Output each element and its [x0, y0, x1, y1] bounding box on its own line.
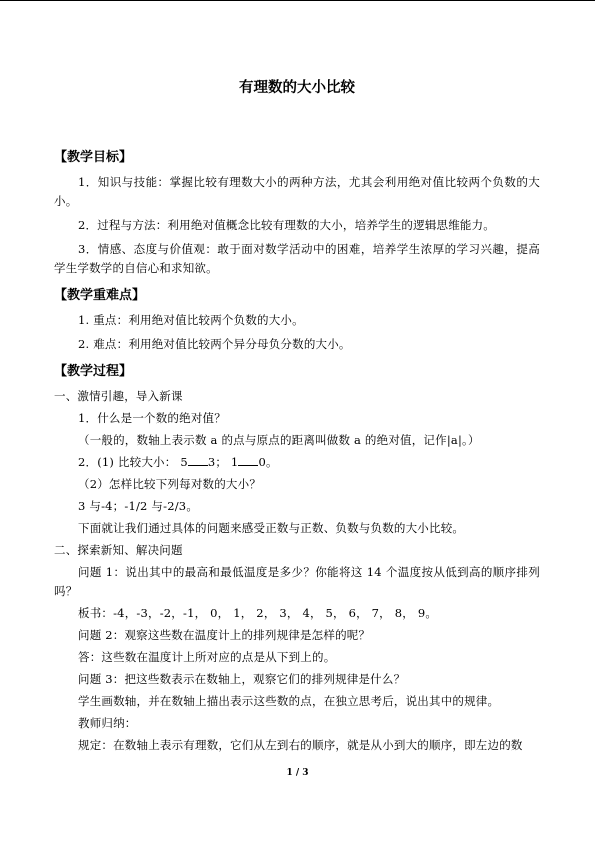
goal-item: 1．知识与技能：掌握比较有理数大小的两种方法，尤其会利用绝对值比较两个负数的大小。	[54, 175, 540, 208]
problem-3: 问题 3：把这些数表示在数轴上，观察它们的排列规律是什么？	[78, 672, 406, 686]
question-1-answer: （一般的，数轴上表示数 a 的点与原点的距离叫做数 a 的绝对值，记作|a|。）	[78, 433, 480, 447]
goal-item: 3．情感、态度与价值观：敢于面对数学活动中的困难，培养学生浓厚的学习兴趣，提高学生学数学的自信心和求知欲。	[54, 242, 540, 275]
goal-item: 2．过程与方法：利用绝对值概念比较有理数的大小，培养学生的逻辑思维能力。	[78, 218, 496, 232]
compare-end: 0。	[258, 455, 278, 469]
problem-1: 问题 1：说出其中的最高和最低温度是多少？你能将这 14 个温度按从低到高的顺序排列吗？	[54, 565, 540, 598]
number-pairs: 3 与-4；-1/2 与-2/3。	[78, 499, 199, 513]
document-page	[54, 75, 540, 755]
transition-text: 下面就让我们通过具体的问题来感受正数与正数、负数与负数的大小比较。	[78, 521, 465, 535]
keypoint-item: 1. 重点：利用绝对值比较两个负数的大小。	[78, 313, 304, 327]
compare-mid: 3； 1	[207, 455, 239, 469]
student-activity: 学生画数轴，并在数轴上描出表示这些数的点，在独立思考后，说出其中的规律。	[78, 694, 500, 708]
process-part1-heading: 一、激情引趣，导入新课	[54, 389, 183, 403]
section-heading-keypoints: 【教学重难点】	[54, 288, 146, 303]
fill-blank	[188, 455, 208, 466]
page-top-rule	[0, 0, 595, 1]
teacher-summary: 教师归纳：	[78, 716, 137, 730]
page-number: 1 / 3	[286, 768, 309, 778]
keypoint-item: 2. 难点：利用绝对值比较两个异分母负分数的大小。	[78, 337, 351, 351]
question-2-compare	[54, 453, 540, 472]
section-heading-goals: 【教学目标】	[54, 150, 133, 165]
fill-blank	[238, 455, 258, 466]
question-2-part2: （2）怎样比较下列每对数的大小？	[78, 477, 262, 491]
rule-text: 规定：在数轴上表示有理数，它们从左到右的顺序，就是从小到大的顺序，即左边的数	[78, 738, 523, 752]
board-notes: 板书：-4，-3，-2，-1， 0， 1， 2， 3， 4， 5， 6， 7， 8， 9。	[78, 606, 438, 620]
compare-prefix: 2．(1) 比较大小： 5	[78, 455, 188, 469]
document-title: 有理数的大小比较	[239, 79, 355, 96]
process-part2-heading: 二、探索新知、解决问题	[54, 543, 183, 557]
question-1: 1．什么是一个数的绝对值？	[78, 411, 226, 425]
problem-2: 问题 2：观察这些数在温度计上的排列规律是怎样的呢？	[78, 628, 371, 642]
section-heading-process: 【教学过程】	[54, 364, 133, 379]
answer-2: 答：这些数在温度计上所对应的点是从下到上的。	[78, 650, 336, 664]
